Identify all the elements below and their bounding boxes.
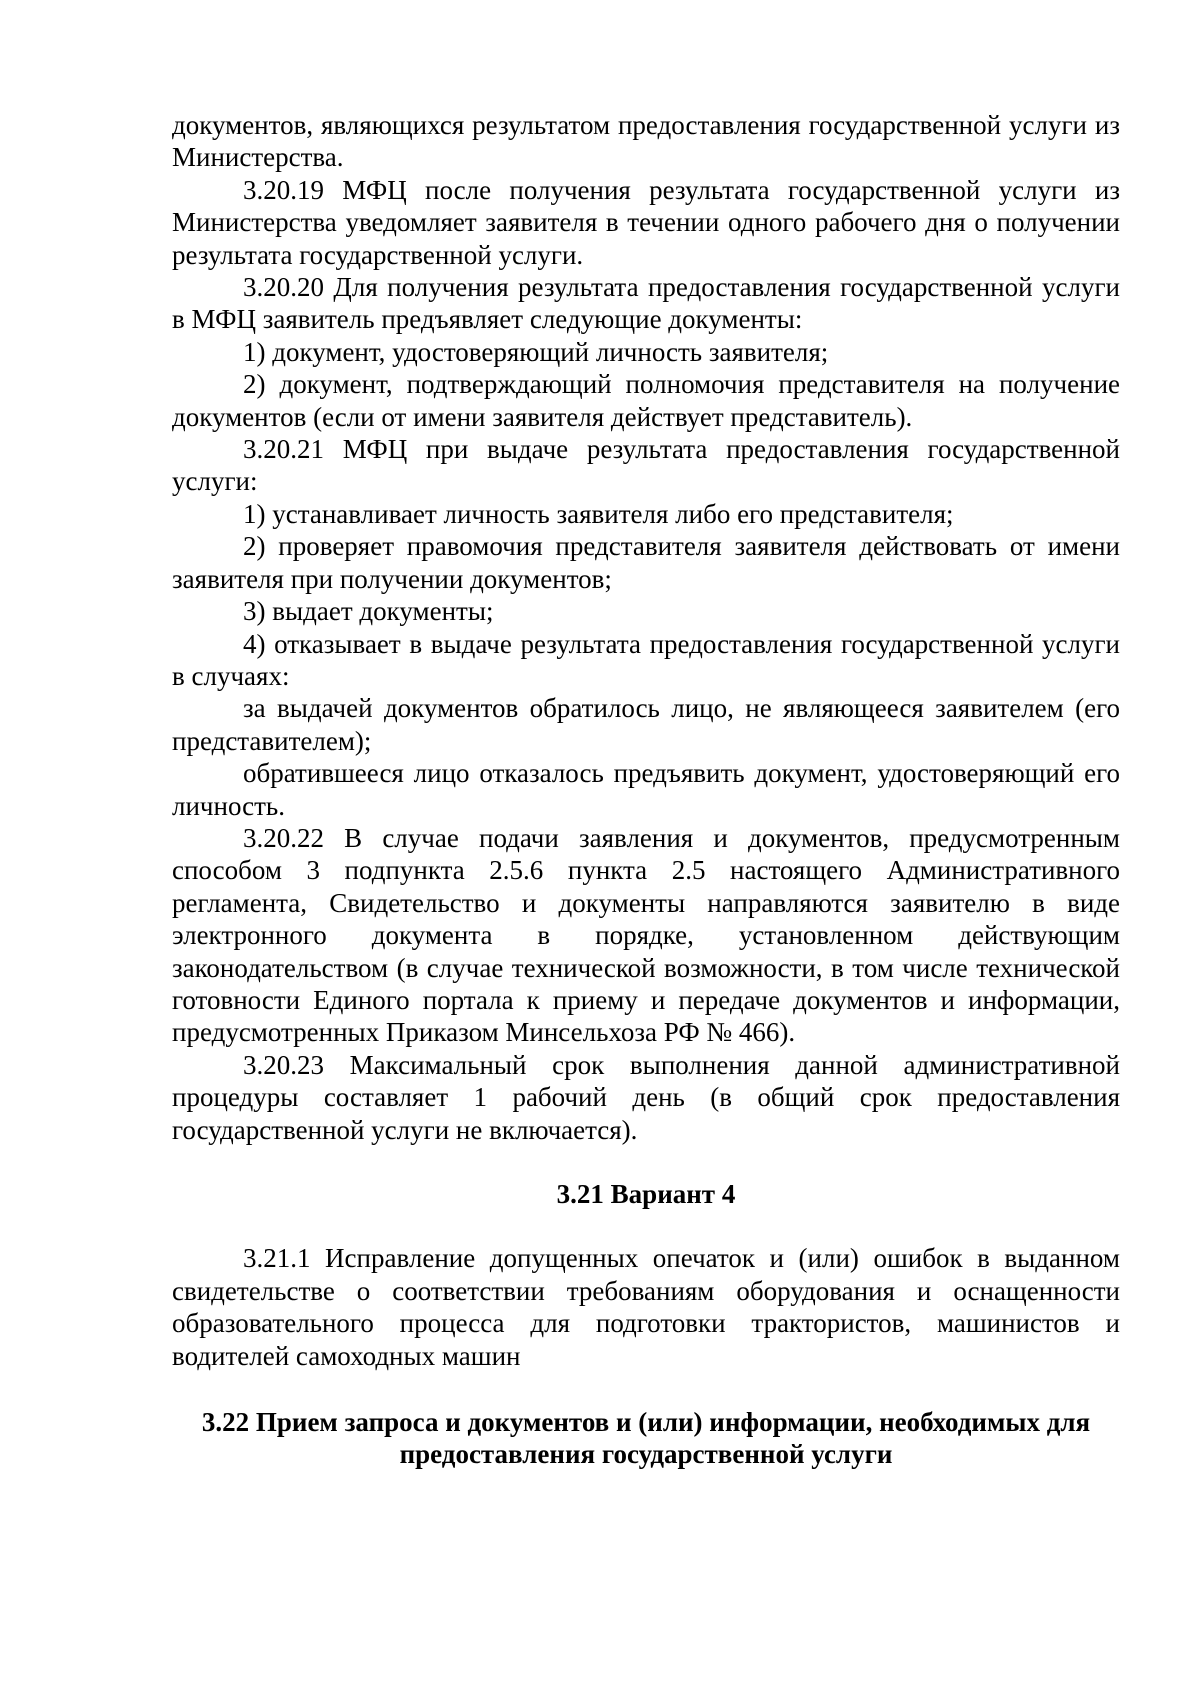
list-item-document-identity: 1) документ, удостоверяющий личность заявителя; bbox=[243, 336, 829, 367]
paragraph-continuation: документов, являющихся результатом предоставления государственной услуги из Министерства. bbox=[172, 110, 1120, 173]
paragraph-3-20-20: 3.20.20 Для получения результата предоставления государственной услуги в МФЦ заявитель предъявляет следующие документы: bbox=[172, 272, 1120, 335]
heading-3-21: 3.21 Вариант 4 bbox=[556, 1179, 736, 1209]
list-item-checks-authority: 2) проверяет правомочия представителя заявителя действовать от имени заявителя при получении документов; bbox=[172, 531, 1120, 594]
refusal-case-no-id: обратившееся лицо отказалось предъявить документ, удостоверяющий его личность. bbox=[172, 758, 1120, 821]
list-item-establishes-identity: 1) устанавливает личность заявителя либо его представителя; bbox=[243, 498, 954, 529]
document-page bbox=[172, 109, 1120, 1471]
paragraph-3-20-22: 3.20.22 В случае подачи заявления и документов, предусмотренным способом 3 подпункта 2.5.6 пункта 2.5 настоящего Административного регламента, Свидетельство и документы направляются заявителю в виде электронного документа в порядке, установленном действующим законодательством (в случае технической возможности, в том числе технической готовности Единого портала к приему и передаче документов и информации, предусмотренных Приказом Минсельхоза РФ № 466). bbox=[172, 822, 1120, 1048]
paragraph-3-21-1: 3.21.1 Исправление допущенных опечаток и (или) ошибок в выданном свидетельстве о соответствии требованиям оборудования и оснащенности образовательного процесса для подготовки трактористов, машинистов и водителей самоходных машин bbox=[172, 1243, 1120, 1371]
list-item-document-authority: 2) документ, подтверждающий полномочия представителя на получение документов (если от имени заявителя действует представитель). bbox=[172, 369, 1120, 432]
refusal-case-not-applicant: за выдачей документов обратилось лицо, не являющееся заявителем (его представителем); bbox=[172, 693, 1120, 756]
heading-3-22-line1: 3.22 Прием запроса и документов и (или) информации, необходимых для bbox=[201, 1407, 1091, 1438]
paragraph-3-20-19: 3.20.19 МФЦ после получения результата государственной услуги из Министерства уведомляет заявителя в течении одного рабочего дня о получении результата государственной услуги. bbox=[172, 174, 1120, 270]
list-item-issues-documents: 3) выдает документы; bbox=[243, 596, 494, 627]
heading-3-22-line2: предоставления государственной услуги bbox=[399, 1439, 893, 1470]
paragraph-3-20-23: 3.20.23 Максимальный срок выполнения данной административной процедуры составляет 1 рабочий день (в общий срок предоставления государственной услуги не включается). bbox=[172, 1049, 1120, 1145]
heading-3-22 bbox=[172, 1406, 1120, 1471]
paragraph-3-20-21: 3.20.21 МФЦ при выдаче результата предоставления государственной услуги: bbox=[172, 434, 1120, 497]
list-item-refuses-issue: 4) отказывает в выдаче результата предоставления государственной услуги в случаях: bbox=[172, 628, 1120, 691]
